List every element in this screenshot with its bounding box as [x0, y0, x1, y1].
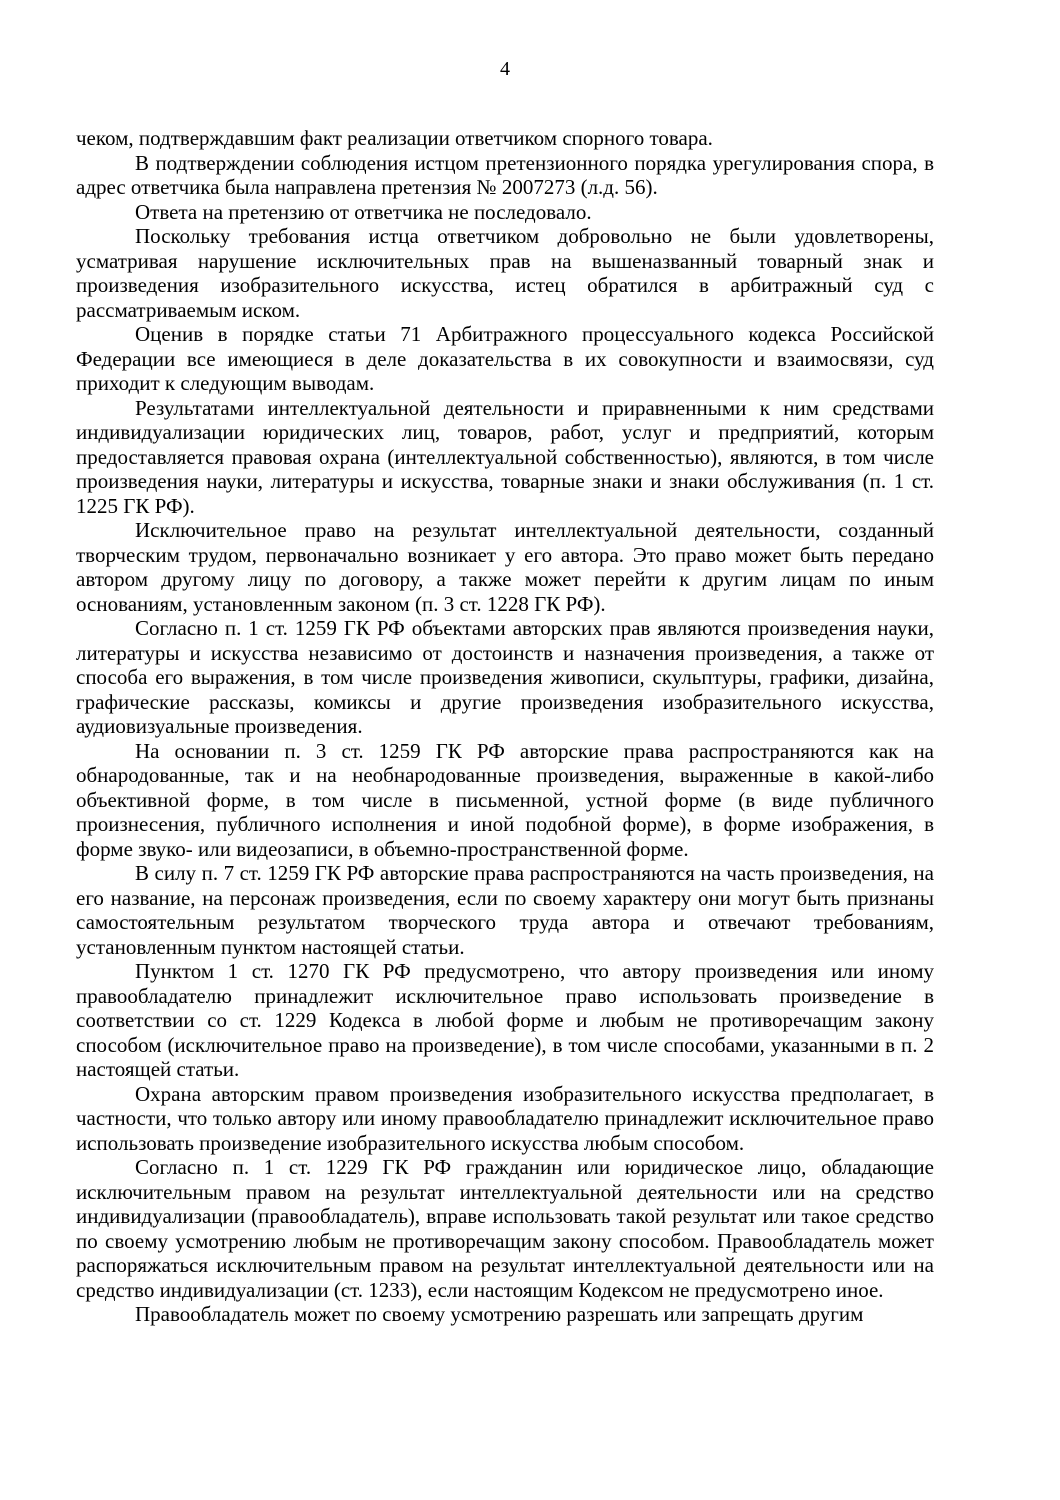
paragraph: Исключительное право на результат интеллектуальной деятельности, созданный творческим трудом, первоначально возникает у его автора. Это право может быть передано автором другому лицу по договору, а также может перейти к другим лицам по иным основаниям, установленным законом (п. 3 ст. 1228 ГК РФ). — [76, 518, 934, 616]
paragraph: Результатами интеллектуальной деятельности и приравненными к ним средствами индивидуализации юридических лиц, товаров, работ, услуг и предприятий, которым предоставляется правовая охрана (интеллектуальной собственностью), являются, в том числе произведения науки, литературы и искусства, товарные знаки и знаки обслуживания (п. 1 ст. 1225 ГК РФ). — [76, 395, 934, 518]
paragraph: Ответа на претензию от ответчика не последовало. — [135, 199, 592, 224]
paragraph: На основании п. 3 ст. 1259 ГК РФ авторские права распространяются как на обнародованные, так и на необнародованные произведения, выраженные в какой-либо объективной форме, в том числе в письменной, устной форме (в виде публичного произнесения, публичного исполнения и иной подобной форме), в форме изображения, в форме звуко- или видеозаписи, в объемно-пространственной форме. — [76, 738, 934, 861]
page-number: 4 — [500, 58, 510, 80]
paragraph: чеком, подтверждавшим факт реализации ответчиком спорного товара. — [76, 126, 713, 150]
paragraph: Согласно п. 1 ст. 1229 ГК РФ гражданин или юридическое лицо, обладающие исключительным правом на результат интеллектуальной деятельности или на средство индивидуализации (правообладатель), вправе использовать такой результат или такое средство по своему усмотрению любым не противоречащим закону способом. Правообладатель может распоряжаться исключительным правом на результат интеллектуальной деятельности или на средство индивидуализации (ст. 1233), если настоящим Кодексом не предусмотрено иное. — [76, 1155, 934, 1302]
paragraph: Охрана авторским правом произведения изобразительного искусства предполагает, в частности, что только автору или иному правообладателю принадлежит исключительное право использовать произведение изобразительного искусства любым способом. — [76, 1081, 934, 1155]
paragraph: Оценив в порядке статьи 71 Арбитражного процессуального кодекса Российской Федерации все имеющиеся в деле доказательства в их совокупности и взаимосвязи, суд приходит к следующим выводам. — [76, 322, 934, 395]
paragraph: Правообладатель может по своему усмотрению разрешать или запрещать другим — [135, 1302, 864, 1326]
paragraph: Согласно п. 1 ст. 1259 ГК РФ объектами авторских прав являются произведения науки, литературы и искусства независимо от достоинств и назначения произведения, а также от способа его выражения, в том числе произведения живописи, скульптуры, графики, дизайна, графические рассказы, комиксы и другие произведения изобразительного искусства, аудиовизуальные произведения. — [76, 616, 934, 738]
paragraph: Пунктом 1 ст. 1270 ГК РФ предусмотрено, что автору произведения или иному правообладателю принадлежит исключительное право использовать произведение в соответствии со ст. 1229 Кодекса в любой форме и любым не противоречащим закону способом (исключительное право на произведение), в том числе способами, указанными в п. 2 настоящей статьи. — [76, 959, 934, 1081]
paragraph: В подтверждении соблюдения истцом претензионного порядка урегулирования спора, в адрес ответчика была направлена претензия № 2007273 (л.д. 56). — [76, 150, 934, 199]
document-body — [76, 126, 934, 1327]
paragraph: В силу п. 7 ст. 1259 ГК РФ авторские права распространяются на часть произведения, на его название, на персонаж произведения, если по своему характеру они могут быть признаны самостоятельным результатом творческого труда автора и отвечают требованиям, установленным пунктом настоящей статьи. — [76, 861, 934, 959]
paragraph: Поскольку требования истца ответчиком добровольно не были удовлетворены, усматривая нарушение исключительных прав на вышеназванный товарный знак и произведения изобразительного искусства, истец обратился в арбитражный суд с рассматриваемым иском. — [76, 224, 934, 322]
